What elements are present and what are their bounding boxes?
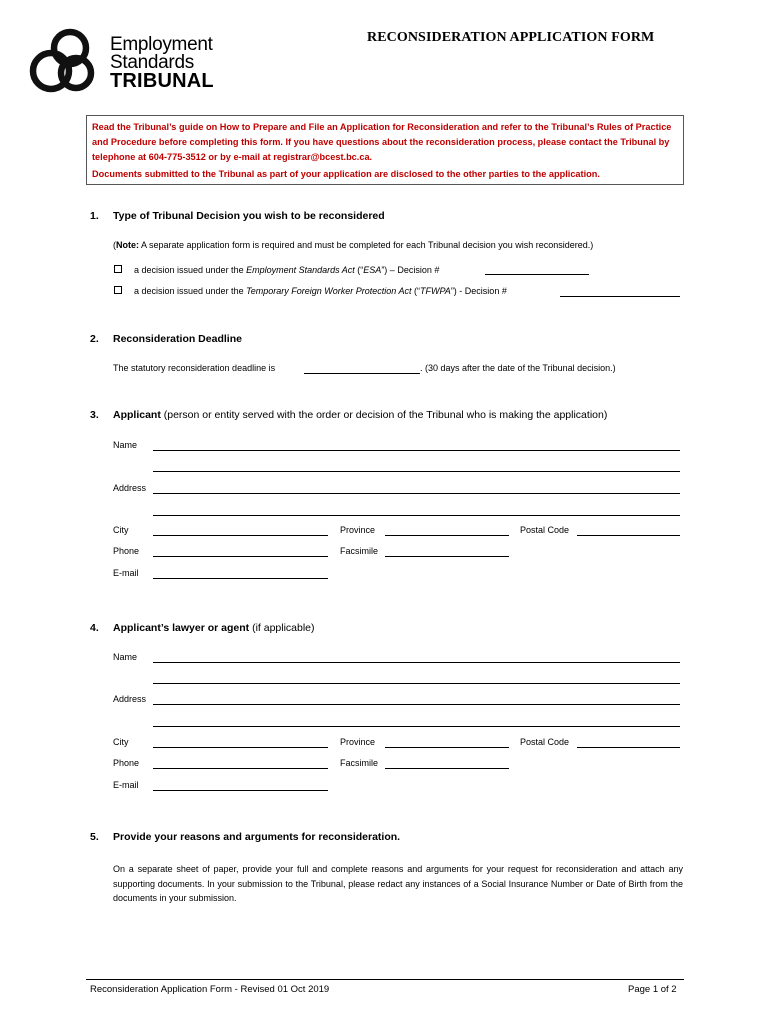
- agent-province-field[interactable]: [385, 747, 509, 748]
- section-2-title: Reconsideration Deadline: [113, 333, 242, 345]
- applicant-postal-field[interactable]: [577, 535, 680, 536]
- applicant-email-field[interactable]: [153, 578, 328, 579]
- agent-address-field[interactable]: [153, 704, 680, 705]
- applicant-fax-field[interactable]: [385, 556, 509, 557]
- agent-fax-label: Facsimile: [340, 758, 379, 768]
- section-1-title: Type of Tribunal Decision you wish to be reconsidered: [113, 210, 385, 222]
- agent-address-field-line-2[interactable]: [153, 726, 680, 727]
- section-3-number: 3.: [90, 409, 99, 421]
- logo-line-employment: Employment: [110, 34, 213, 55]
- notice-box: [86, 115, 684, 185]
- agent-email-label: E-mail: [113, 780, 139, 790]
- deadline-date-field[interactable]: [304, 373, 420, 374]
- agent-postal-field[interactable]: [577, 747, 680, 748]
- applicant-province-label: Province: [340, 525, 376, 535]
- applicant-fax-label: Facsimile: [340, 546, 379, 556]
- agent-phone-label: Phone: [113, 758, 140, 768]
- form-title: RECONSIDERATION APPLICATION FORM: [367, 30, 655, 45]
- agent-city-field[interactable]: [153, 747, 328, 748]
- esa-decision-number-field[interactable]: [485, 274, 589, 275]
- section-1-note: (Note: A separate application form is required and must be completed for each Tribunal decision you wish reconsidered.): [113, 240, 594, 250]
- applicant-name-field[interactable]: [153, 450, 680, 451]
- section-3-title: Applicant (person or entity served with the order or decision of the Tribunal who is making the application): [113, 409, 608, 421]
- applicant-province-field[interactable]: [385, 535, 509, 536]
- agent-phone-field[interactable]: [153, 768, 328, 769]
- applicant-email-label: E-mail: [113, 568, 139, 578]
- agent-postal-label: Postal Code: [520, 737, 570, 747]
- applicant-address-field-line-2[interactable]: [153, 515, 680, 516]
- notice-disclosure-text: Documents submitted to the Tribunal as part of your application are disclosed to the other parties to the application.: [92, 169, 600, 179]
- applicant-phone-label: Phone: [113, 546, 140, 556]
- tfwpa-decision-checkbox[interactable]: [114, 286, 122, 294]
- applicant-city-label: City: [113, 525, 129, 535]
- note-label: Note:: [116, 240, 139, 250]
- applicant-city-field[interactable]: [153, 535, 328, 536]
- section-4-title: Applicant’s lawyer or agent (if applicable): [113, 622, 315, 634]
- section-5-instructions: On a separate sheet of paper, provide your full and complete reasons and arguments for your request for reconsideration and attach any supporting documents. In your submission to the Tribunal, please redact any instances of a Social Insurance Number or Date of Birth from the documents in your submission.: [113, 864, 683, 903]
- footer-rule: [86, 979, 684, 980]
- tfwpa-decision-number-field[interactable]: [560, 296, 680, 297]
- section-5-number: 5.: [90, 831, 99, 843]
- deadline-text-before: The statutory reconsideration deadline is: [113, 363, 276, 373]
- agent-fax-field[interactable]: [385, 768, 509, 769]
- esa-decision-checkbox[interactable]: [114, 265, 122, 273]
- agent-province-label: Province: [340, 737, 376, 747]
- notice-guide-text: Read the Tribunal’s guide on How to Prepare and File an Application for Reconsideration and refer to the Tribunal’s Rules of Practice and Procedure before completing this form. If you have questions about the reconsideration process, please contact the Tribunal by telephone at 604-775-3512 or by e-mail at registrar@bcest.bc.ca.: [92, 122, 672, 162]
- footer-page-number: Page 1 of 2: [628, 984, 677, 995]
- section-5-title: Provide your reasons and arguments for reconsideration.: [113, 831, 401, 843]
- agent-name-label: Name: [113, 652, 138, 662]
- applicant-postal-label: Postal Code: [520, 525, 570, 535]
- tribunal-logo-mark: [26, 26, 106, 98]
- tfwpa-decision-label: a decision issued under the Temporary Foreign Worker Protection Act (“TFWPA”) - Decision #: [134, 286, 507, 296]
- agent-name-field-line-2[interactable]: [153, 683, 680, 684]
- section-4-number: 4.: [90, 622, 99, 634]
- applicant-phone-field[interactable]: [153, 556, 328, 557]
- logo-line-standards: Standards: [110, 52, 194, 73]
- applicant-name-field-line-2[interactable]: [153, 471, 680, 472]
- section-2-number: 2.: [90, 333, 99, 345]
- applicant-name-label: Name: [113, 440, 138, 450]
- section-1-number: 1.: [90, 210, 99, 222]
- esa-decision-label: a decision issued under the Employment Standards Act (“ESA”) – Decision #: [134, 265, 440, 275]
- agent-name-field[interactable]: [153, 662, 680, 663]
- applicant-address-field[interactable]: [153, 493, 680, 494]
- agent-address-label: Address: [113, 694, 147, 704]
- applicant-address-label: Address: [113, 483, 147, 493]
- footer-form-revision: Reconsideration Application Form - Revised 01 Oct 2019: [90, 984, 330, 995]
- agent-city-label: City: [113, 737, 129, 747]
- logo-line-tribunal: TRIBUNAL: [110, 70, 214, 92]
- agent-email-field[interactable]: [153, 790, 328, 791]
- deadline-text-after: . (30 days after the date of the Tribunal decision.): [420, 363, 616, 373]
